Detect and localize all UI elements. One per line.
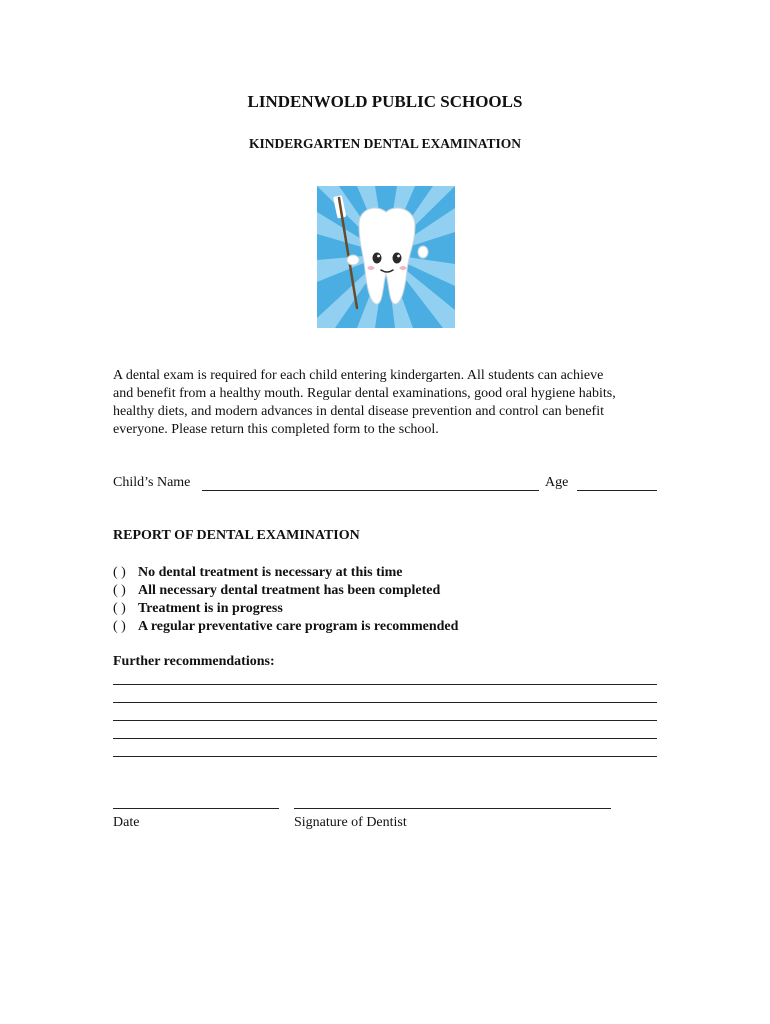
child-name-field[interactable] <box>202 490 539 491</box>
page-title: LINDENWOLD PUBLIC SCHOOLS <box>247 92 523 111</box>
intro-paragraph <box>113 367 658 439</box>
option-label: A regular preventative care program is recommended <box>138 619 459 634</box>
option-treatment-in-progress[interactable] <box>113 600 458 618</box>
checkbox[interactable]: ( ) <box>113 619 126 634</box>
recommendation-line-4[interactable] <box>113 738 657 739</box>
checkbox[interactable]: ( ) <box>113 601 126 616</box>
option-treatment-completed[interactable] <box>113 582 458 600</box>
recommendation-line-3[interactable] <box>113 720 657 721</box>
tooth-with-toothbrush-icon <box>317 186 455 328</box>
intro-line: A dental exam is required for each child entering kindergarten. All students can achieve <box>113 368 604 383</box>
further-recommendations-label: Further recommendations: <box>113 654 275 669</box>
recommendation-line-5[interactable] <box>113 756 657 757</box>
dentist-signature-label: Signature of Dentist <box>294 815 407 830</box>
age-label: Age <box>545 475 569 490</box>
option-label: No dental treatment is necessary at this time <box>138 565 403 580</box>
child-name-label: Child’s Name <box>113 475 191 490</box>
option-preventative-care[interactable] <box>113 618 458 636</box>
dentist-signature-field[interactable] <box>294 808 611 809</box>
date-field[interactable] <box>113 808 279 809</box>
age-field[interactable] <box>577 490 657 491</box>
page-subtitle: KINDERGARTEN DENTAL EXAMINATION <box>248 136 522 151</box>
intro-line: and benefit from a healthy mouth. Regular dental examinations, good oral hygiene habits, <box>113 386 616 401</box>
intro-line: healthy diets, and modern advances in dental disease prevention and control can benefit <box>113 404 604 419</box>
recommendation-line-2[interactable] <box>113 702 657 703</box>
option-no-treatment[interactable] <box>113 564 458 582</box>
child-info-row <box>113 475 658 495</box>
option-label: Treatment is in progress <box>138 601 283 616</box>
intro-line: everyone. Please return this completed form to the school. <box>113 422 439 437</box>
option-label: All necessary dental treatment has been completed <box>138 583 441 598</box>
checkbox[interactable]: ( ) <box>113 583 126 598</box>
date-label: Date <box>113 815 140 830</box>
report-options <box>113 564 458 636</box>
report-heading: REPORT OF DENTAL EXAMINATION <box>113 528 360 543</box>
checkbox[interactable]: ( ) <box>113 565 126 580</box>
recommendation-line-1[interactable] <box>113 684 657 685</box>
